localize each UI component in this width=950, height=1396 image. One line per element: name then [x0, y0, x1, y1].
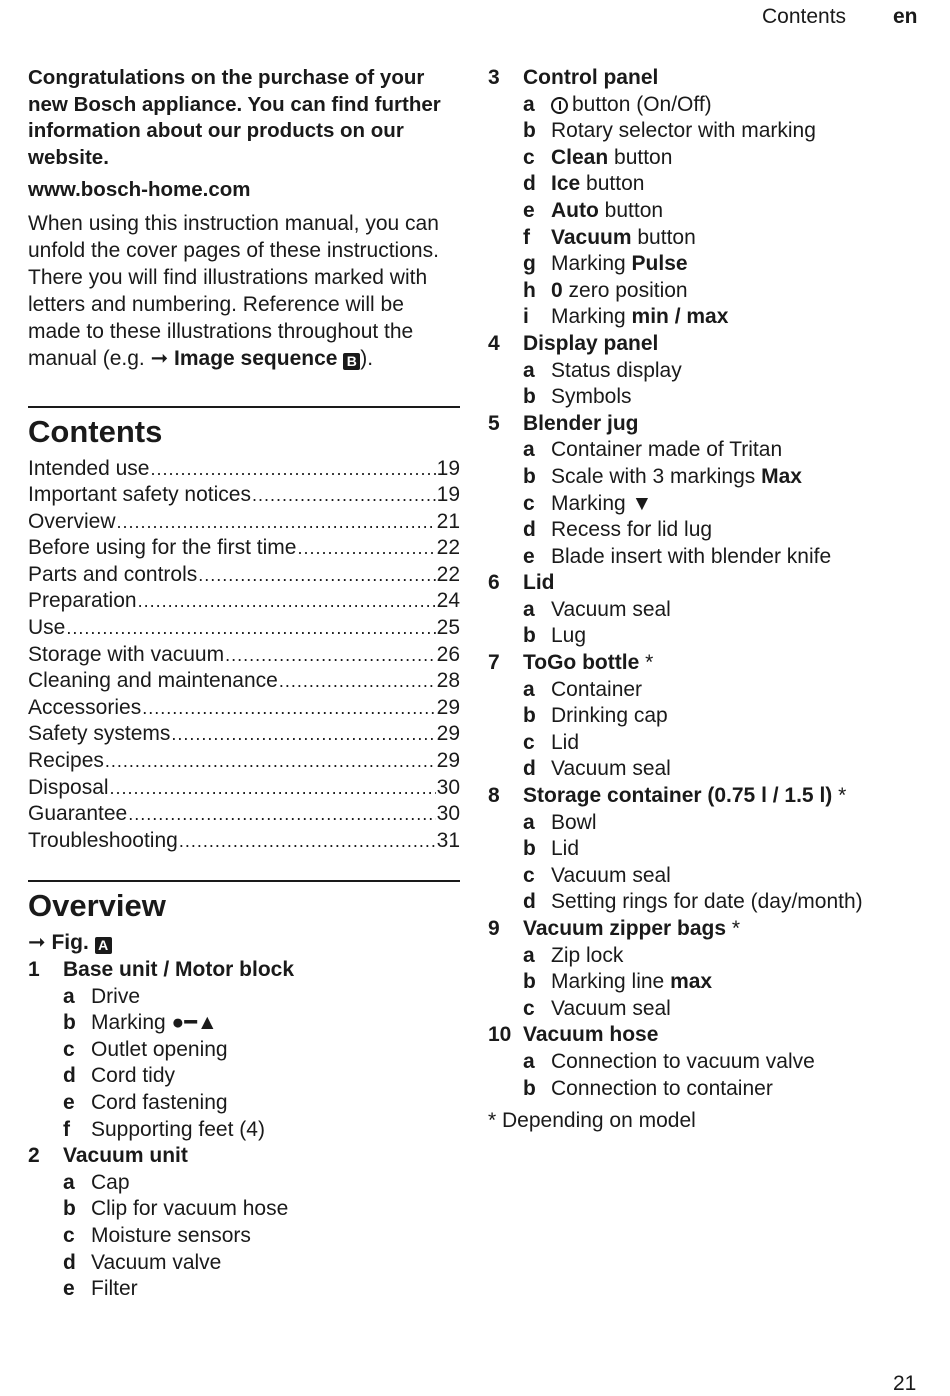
- overview-subitem: [488, 597, 928, 624]
- figure-letter-badge: B: [343, 353, 360, 370]
- figure-reference: [28, 930, 460, 957]
- subitem-letter: a: [523, 677, 535, 701]
- subitem-letter: b: [523, 970, 536, 994]
- arrow-icon: ➞: [150, 346, 169, 370]
- toc-leader-dots: [225, 642, 436, 669]
- subitem-text: Lug: [551, 624, 587, 648]
- toc-entry-page: 25: [436, 616, 460, 640]
- overview-subitem: [488, 996, 928, 1023]
- page-number: 21: [893, 1372, 917, 1395]
- arrow-icon: ➞: [28, 931, 46, 955]
- overview-item-title: Lid: [523, 571, 555, 595]
- subitem-letter: a: [63, 984, 75, 1008]
- overview-item-number: 2: [28, 1144, 40, 1168]
- toc-leader-dots: [142, 695, 435, 722]
- subitem-emphasis: ▼: [631, 491, 653, 515]
- subitem-emphasis: Pulse: [631, 252, 688, 276]
- overview-item-number: 8: [488, 784, 500, 808]
- subitem-text: Outlet opening: [91, 1037, 228, 1061]
- subitem-text: Scale with 3 markings: [551, 464, 756, 488]
- overview-item-number: 3: [488, 66, 500, 89]
- toc-entry-label: Safety systems: [28, 722, 171, 746]
- overview-subitem: [28, 1090, 460, 1117]
- subitem-text: Vacuum seal: [551, 996, 671, 1020]
- overview-subitem: [28, 1117, 460, 1144]
- overview-item-title: ToGo bottle: [523, 651, 640, 675]
- table-of-contents: [28, 456, 460, 855]
- subitem-letter: c: [63, 1037, 75, 1061]
- toc-entry-label: Guarantee: [28, 802, 128, 826]
- running-header-section: Contents: [762, 5, 847, 28]
- overview-subitem: [488, 304, 928, 331]
- toc-leader-dots: [297, 535, 435, 562]
- toc-entry[interactable]: [28, 482, 460, 509]
- toc-entry-page: 22: [436, 562, 460, 586]
- overview-item-number: 6: [488, 571, 500, 595]
- overview-subitem: [488, 198, 928, 225]
- subitem-letter: g: [523, 252, 536, 276]
- overview-sublist: [488, 92, 928, 331]
- toc-entry[interactable]: [28, 615, 460, 642]
- overview-item-title: Storage container (0.75 l / 1.5 l): [523, 784, 833, 808]
- subitem-letter: c: [523, 730, 535, 754]
- toc-entry-page: 19: [436, 483, 460, 507]
- subitem-text: button (On/Off): [572, 92, 712, 116]
- overview-item-title: Vacuum hose: [523, 1023, 659, 1047]
- toc-leader-dots: [150, 456, 435, 483]
- toc-leader-dots: [252, 482, 436, 509]
- overview-item-number: 1: [28, 958, 40, 981]
- subitem-letter: d: [523, 757, 536, 781]
- toc-entry-page: 28: [436, 669, 460, 693]
- subitem-emphasis: Auto: [551, 198, 599, 222]
- toc-entry-page: 30: [436, 802, 460, 826]
- subitem-emphasis: Ice: [551, 172, 581, 196]
- toc-entry-page: 21: [436, 509, 460, 533]
- subitem-text: Drinking cap: [551, 704, 668, 728]
- subitem-letter: a: [523, 438, 535, 462]
- subitem-letter: c: [523, 491, 535, 515]
- overview-subitem: [488, 756, 928, 783]
- image-sequence-reference: Image sequence: [174, 346, 338, 370]
- toc-leader-dots: [179, 828, 436, 855]
- subitem-text: Container made of Tritan: [551, 438, 783, 462]
- toc-leader-dots: [110, 775, 436, 802]
- overview-subitem: [488, 491, 928, 518]
- toc-entry[interactable]: [28, 775, 460, 802]
- subitem-text: Connection to container: [551, 1076, 773, 1100]
- overview-subitem: [28, 1010, 460, 1037]
- overview-subitem: [488, 437, 928, 464]
- overview-item-number: 5: [488, 411, 500, 435]
- overview-item-title: Base unit / Motor block: [63, 958, 295, 981]
- overview-subitem: [488, 730, 928, 757]
- intro-paragraph: [28, 210, 460, 372]
- subitem-emphasis: ●━▲: [171, 1011, 218, 1035]
- subitem-emphasis: 0: [551, 278, 563, 302]
- toc-entry-page: 30: [436, 775, 460, 799]
- overview-item: [488, 916, 928, 1022]
- toc-entry-page: 19: [436, 456, 460, 480]
- subitem-text: Cord fastening: [91, 1090, 228, 1114]
- toc-entry-page: 26: [436, 642, 460, 666]
- overview-subitem: [488, 278, 928, 305]
- overview-subitem: [488, 677, 928, 704]
- subitem-emphasis: max: [670, 970, 713, 994]
- subitem-letter: a: [523, 810, 535, 834]
- subitem-letter: b: [523, 385, 536, 409]
- subitem-letter: e: [523, 544, 535, 568]
- subitem-text: Status display: [551, 358, 682, 382]
- overview-item: [488, 1022, 928, 1102]
- overview-item-number: 9: [488, 917, 500, 940]
- figure-label: Fig.: [51, 931, 89, 955]
- subitem-letter: i: [523, 305, 529, 329]
- overview-sublist: [488, 943, 928, 1023]
- overview-item-title: Vacuum zipper bags: [523, 917, 727, 940]
- overview-item-title: Display panel: [523, 331, 659, 355]
- subitem-letter: c: [523, 145, 535, 169]
- toc-entry[interactable]: [28, 588, 460, 615]
- overview-sublist: [488, 358, 928, 411]
- toc-entry-label: Use: [28, 616, 66, 640]
- toc-entry[interactable]: [28, 695, 460, 722]
- toc-entry[interactable]: [28, 668, 460, 695]
- overview-item: [488, 65, 928, 331]
- subitem-letter: b: [523, 119, 536, 143]
- subitem-text: button: [598, 198, 664, 222]
- contents-divider: [28, 406, 460, 408]
- subitem-text: Supporting feet (4): [91, 1117, 265, 1141]
- subitem-letter: c: [523, 863, 535, 887]
- intro-body-before: When using this instruction manual, you can unfold the cover pages of these instructions. There you will find illustrations marked with letters and numbering. Reference will be made to these illustrations throughout the manual (e.g.: [28, 211, 439, 370]
- toc-leader-dots: [138, 588, 436, 615]
- overview-subitem: [28, 1063, 460, 1090]
- subitem-letter: b: [523, 1076, 536, 1100]
- subitem-text: button: [580, 172, 645, 196]
- toc-entry-page: 24: [436, 589, 460, 613]
- toc-entry-label: Overview: [28, 509, 116, 533]
- subitem-text: Marking: [91, 1011, 166, 1035]
- right-column: [488, 65, 928, 1135]
- toc-leader-dots: [198, 562, 435, 589]
- model-dependent-mark: *: [639, 651, 654, 675]
- subitem-letter: d: [63, 1250, 76, 1274]
- overview-item: [488, 570, 928, 650]
- subitem-text: Cap: [91, 1170, 130, 1194]
- subitem-letter: f: [523, 225, 530, 249]
- overview-subitem: [28, 984, 460, 1011]
- subitem-emphasis: Vacuum: [551, 225, 632, 249]
- overview-item: [488, 650, 928, 783]
- subitem-letter: e: [63, 1277, 75, 1301]
- overview-item: [28, 1143, 460, 1303]
- overview-subitem: [28, 1223, 460, 1250]
- toc-leader-dots: [128, 801, 435, 828]
- toc-entry-page: 29: [436, 722, 460, 746]
- subitem-letter: b: [523, 837, 536, 861]
- subitem-text: Container: [551, 677, 643, 701]
- subitem-letter: b: [63, 1197, 76, 1221]
- overview-title: Overview: [28, 888, 166, 924]
- subitem-letter: a: [523, 1049, 535, 1073]
- toc-entry-label: Important safety notices: [28, 483, 251, 507]
- overview-item-title: Vacuum unit: [63, 1144, 188, 1168]
- subitem-letter: e: [63, 1090, 75, 1114]
- overview-sublist: [488, 1049, 928, 1102]
- subitem-text: Connection to vacuum valve: [551, 1049, 815, 1073]
- toc-entry-page: 31: [436, 828, 460, 852]
- overview-subitem: [488, 863, 928, 890]
- toc-entry-label: Parts and controls: [28, 562, 198, 586]
- overview-subitem: [488, 358, 928, 385]
- toc-entry-page: 29: [436, 749, 460, 773]
- overview-item: [488, 331, 928, 411]
- subitem-letter: h: [523, 278, 536, 302]
- toc-leader-dots: [171, 721, 435, 748]
- overview-list-left: [28, 957, 460, 1303]
- subitem-letter: a: [523, 597, 535, 621]
- overview-subitem: [488, 836, 928, 863]
- power-icon: [551, 97, 568, 114]
- overview-subitem: [28, 1250, 460, 1277]
- subitem-letter: e: [523, 198, 535, 222]
- subitem-letter: a: [523, 358, 535, 382]
- overview-subitem: [28, 1170, 460, 1197]
- overview-subitem: [488, 517, 928, 544]
- overview-subitem: [488, 889, 928, 916]
- overview-item: [488, 411, 928, 571]
- overview-subitem: [488, 118, 928, 145]
- overview-subitem: [488, 171, 928, 198]
- toc-entry[interactable]: [28, 801, 460, 828]
- overview-subitem: [488, 943, 928, 970]
- subitem-text: Moisture sensors: [91, 1223, 251, 1247]
- overview-subitem: [488, 623, 928, 650]
- toc-entry[interactable]: [28, 509, 460, 536]
- overview-subitem: [488, 251, 928, 278]
- toc-entry[interactable]: [28, 748, 460, 775]
- subitem-text: Lid: [551, 730, 580, 754]
- overview-subitem: [488, 225, 928, 252]
- subitem-text: button: [631, 225, 696, 249]
- model-dependent-mark: *: [832, 784, 847, 808]
- overview-item-number: 4: [488, 331, 500, 355]
- subitem-text: Marking: [551, 491, 626, 515]
- overview-sublist: [488, 437, 928, 570]
- left-column: [28, 65, 460, 1303]
- contents-title: Contents: [28, 413, 163, 449]
- subitem-letter: b: [523, 704, 536, 728]
- subitem-letter: d: [523, 518, 536, 542]
- subitem-text: Marking line: [551, 970, 665, 994]
- overview-subitem: [488, 969, 928, 996]
- overview-subitem: [28, 1276, 460, 1303]
- subitem-text: Bowl: [551, 810, 597, 834]
- toc-entry-label: Troubleshooting: [28, 828, 178, 852]
- overview-item-number: 10: [488, 1023, 512, 1047]
- subitem-letter: a: [63, 1170, 75, 1194]
- toc-leader-dots: [105, 748, 436, 775]
- subitem-letter: d: [523, 172, 536, 196]
- subitem-text: Recess for lid lug: [551, 518, 713, 542]
- subitem-text: Vacuum valve: [91, 1250, 222, 1274]
- subitem-text: Zip lock: [551, 943, 624, 967]
- toc-entry-label: Storage with vacuum: [28, 642, 225, 666]
- subitem-text: Lid: [551, 837, 580, 861]
- figure-letter-badge: A: [95, 937, 112, 954]
- subitem-letter: c: [523, 996, 535, 1020]
- toc-entry[interactable]: [28, 828, 460, 855]
- overview-list-right: [488, 65, 928, 1102]
- toc-entry[interactable]: [28, 535, 460, 562]
- overview-sublist: [488, 810, 928, 916]
- subitem-emphasis: Clean: [551, 145, 609, 169]
- subitem-letter: b: [63, 1011, 76, 1035]
- subitem-emphasis: min / max: [631, 305, 729, 329]
- overview-sublist: [488, 597, 928, 650]
- toc-entry-label: Preparation: [28, 589, 137, 613]
- overview-item-title: Blender jug: [523, 411, 639, 435]
- overview-subitem: [488, 464, 928, 491]
- subitem-letter: b: [523, 624, 536, 648]
- website-link[interactable]: www.bosch-home.com: [28, 178, 251, 201]
- subitem-text: Marking: [551, 305, 626, 329]
- subitem-text: zero position: [562, 278, 688, 302]
- toc-entry[interactable]: [28, 642, 460, 669]
- toc-entry[interactable]: [28, 721, 460, 748]
- overview-item: [488, 783, 928, 916]
- toc-entry-label: Intended use: [28, 456, 150, 480]
- subitem-text: Symbols: [551, 385, 632, 409]
- overview-sublist: [488, 677, 928, 783]
- intro-body-after: ).: [360, 346, 374, 370]
- overview-subitem: [488, 384, 928, 411]
- overview-subitem: [488, 92, 928, 119]
- toc-entry-label: Before using for the first time: [28, 536, 297, 560]
- subitem-text: Drive: [91, 984, 141, 1008]
- overview-subitem: [488, 1076, 928, 1103]
- model-dependent-mark: *: [726, 917, 741, 940]
- toc-entry[interactable]: [28, 562, 460, 589]
- toc-leader-dots: [66, 615, 435, 642]
- subitem-letter: d: [523, 890, 536, 914]
- toc-entry-page: 22: [436, 536, 460, 560]
- overview-subitem: [488, 544, 928, 571]
- subitem-letter: c: [63, 1223, 75, 1247]
- subitem-text: Vacuum seal: [551, 757, 671, 781]
- toc-entry-label: Recipes: [28, 749, 104, 773]
- subitem-text: Marking: [551, 252, 626, 276]
- overview-item: [28, 957, 460, 1143]
- footnote: * Depending on model: [488, 1109, 696, 1133]
- toc-entry-page: 29: [436, 695, 460, 719]
- overview-subitem: [488, 703, 928, 730]
- subitem-text: Clip for vacuum hose: [91, 1197, 289, 1221]
- subitem-text: Vacuum seal: [551, 597, 671, 621]
- subitem-emphasis: Max: [761, 464, 802, 488]
- overview-subitem: [488, 145, 928, 172]
- toc-entry-label: Disposal: [28, 775, 109, 799]
- subitem-text: Rotary selector with marking: [551, 119, 816, 143]
- running-header-language: en: [893, 5, 918, 28]
- overview-divider: [28, 880, 460, 882]
- subitem-letter: d: [63, 1064, 76, 1088]
- overview-subitem: [488, 1049, 928, 1076]
- overview-subitem: [28, 1037, 460, 1064]
- toc-leader-dots: [279, 668, 436, 695]
- overview-subitem: [488, 810, 928, 837]
- overview-item-number: 7: [488, 651, 500, 675]
- subitem-letter: a: [523, 92, 535, 116]
- subitem-text: Vacuum seal: [551, 863, 671, 887]
- overview-sublist: [28, 1170, 460, 1303]
- intro-congratulations: Congratulations on the purchase of your new Bosch appliance. You can find further information about our products on our website.: [28, 66, 441, 169]
- subitem-text: Filter: [91, 1277, 138, 1301]
- subitem-text: Blade insert with blender knife: [551, 544, 832, 568]
- toc-leader-dots: [117, 509, 436, 536]
- subitem-text: Cord tidy: [91, 1064, 176, 1088]
- toc-entry[interactable]: [28, 456, 460, 483]
- subitem-letter: a: [523, 943, 535, 967]
- toc-entry-label: Accessories: [28, 695, 142, 719]
- subitem-letter: b: [523, 464, 536, 488]
- overview-sublist: [28, 984, 460, 1144]
- subitem-text: button: [608, 145, 673, 169]
- overview-item-title: Control panel: [523, 66, 659, 89]
- toc-entry-label: Cleaning and maintenance: [28, 669, 278, 693]
- subitem-letter: f: [63, 1117, 70, 1141]
- subitem-text: Setting rings for date (day/month): [551, 890, 863, 914]
- overview-subitem: [28, 1196, 460, 1223]
